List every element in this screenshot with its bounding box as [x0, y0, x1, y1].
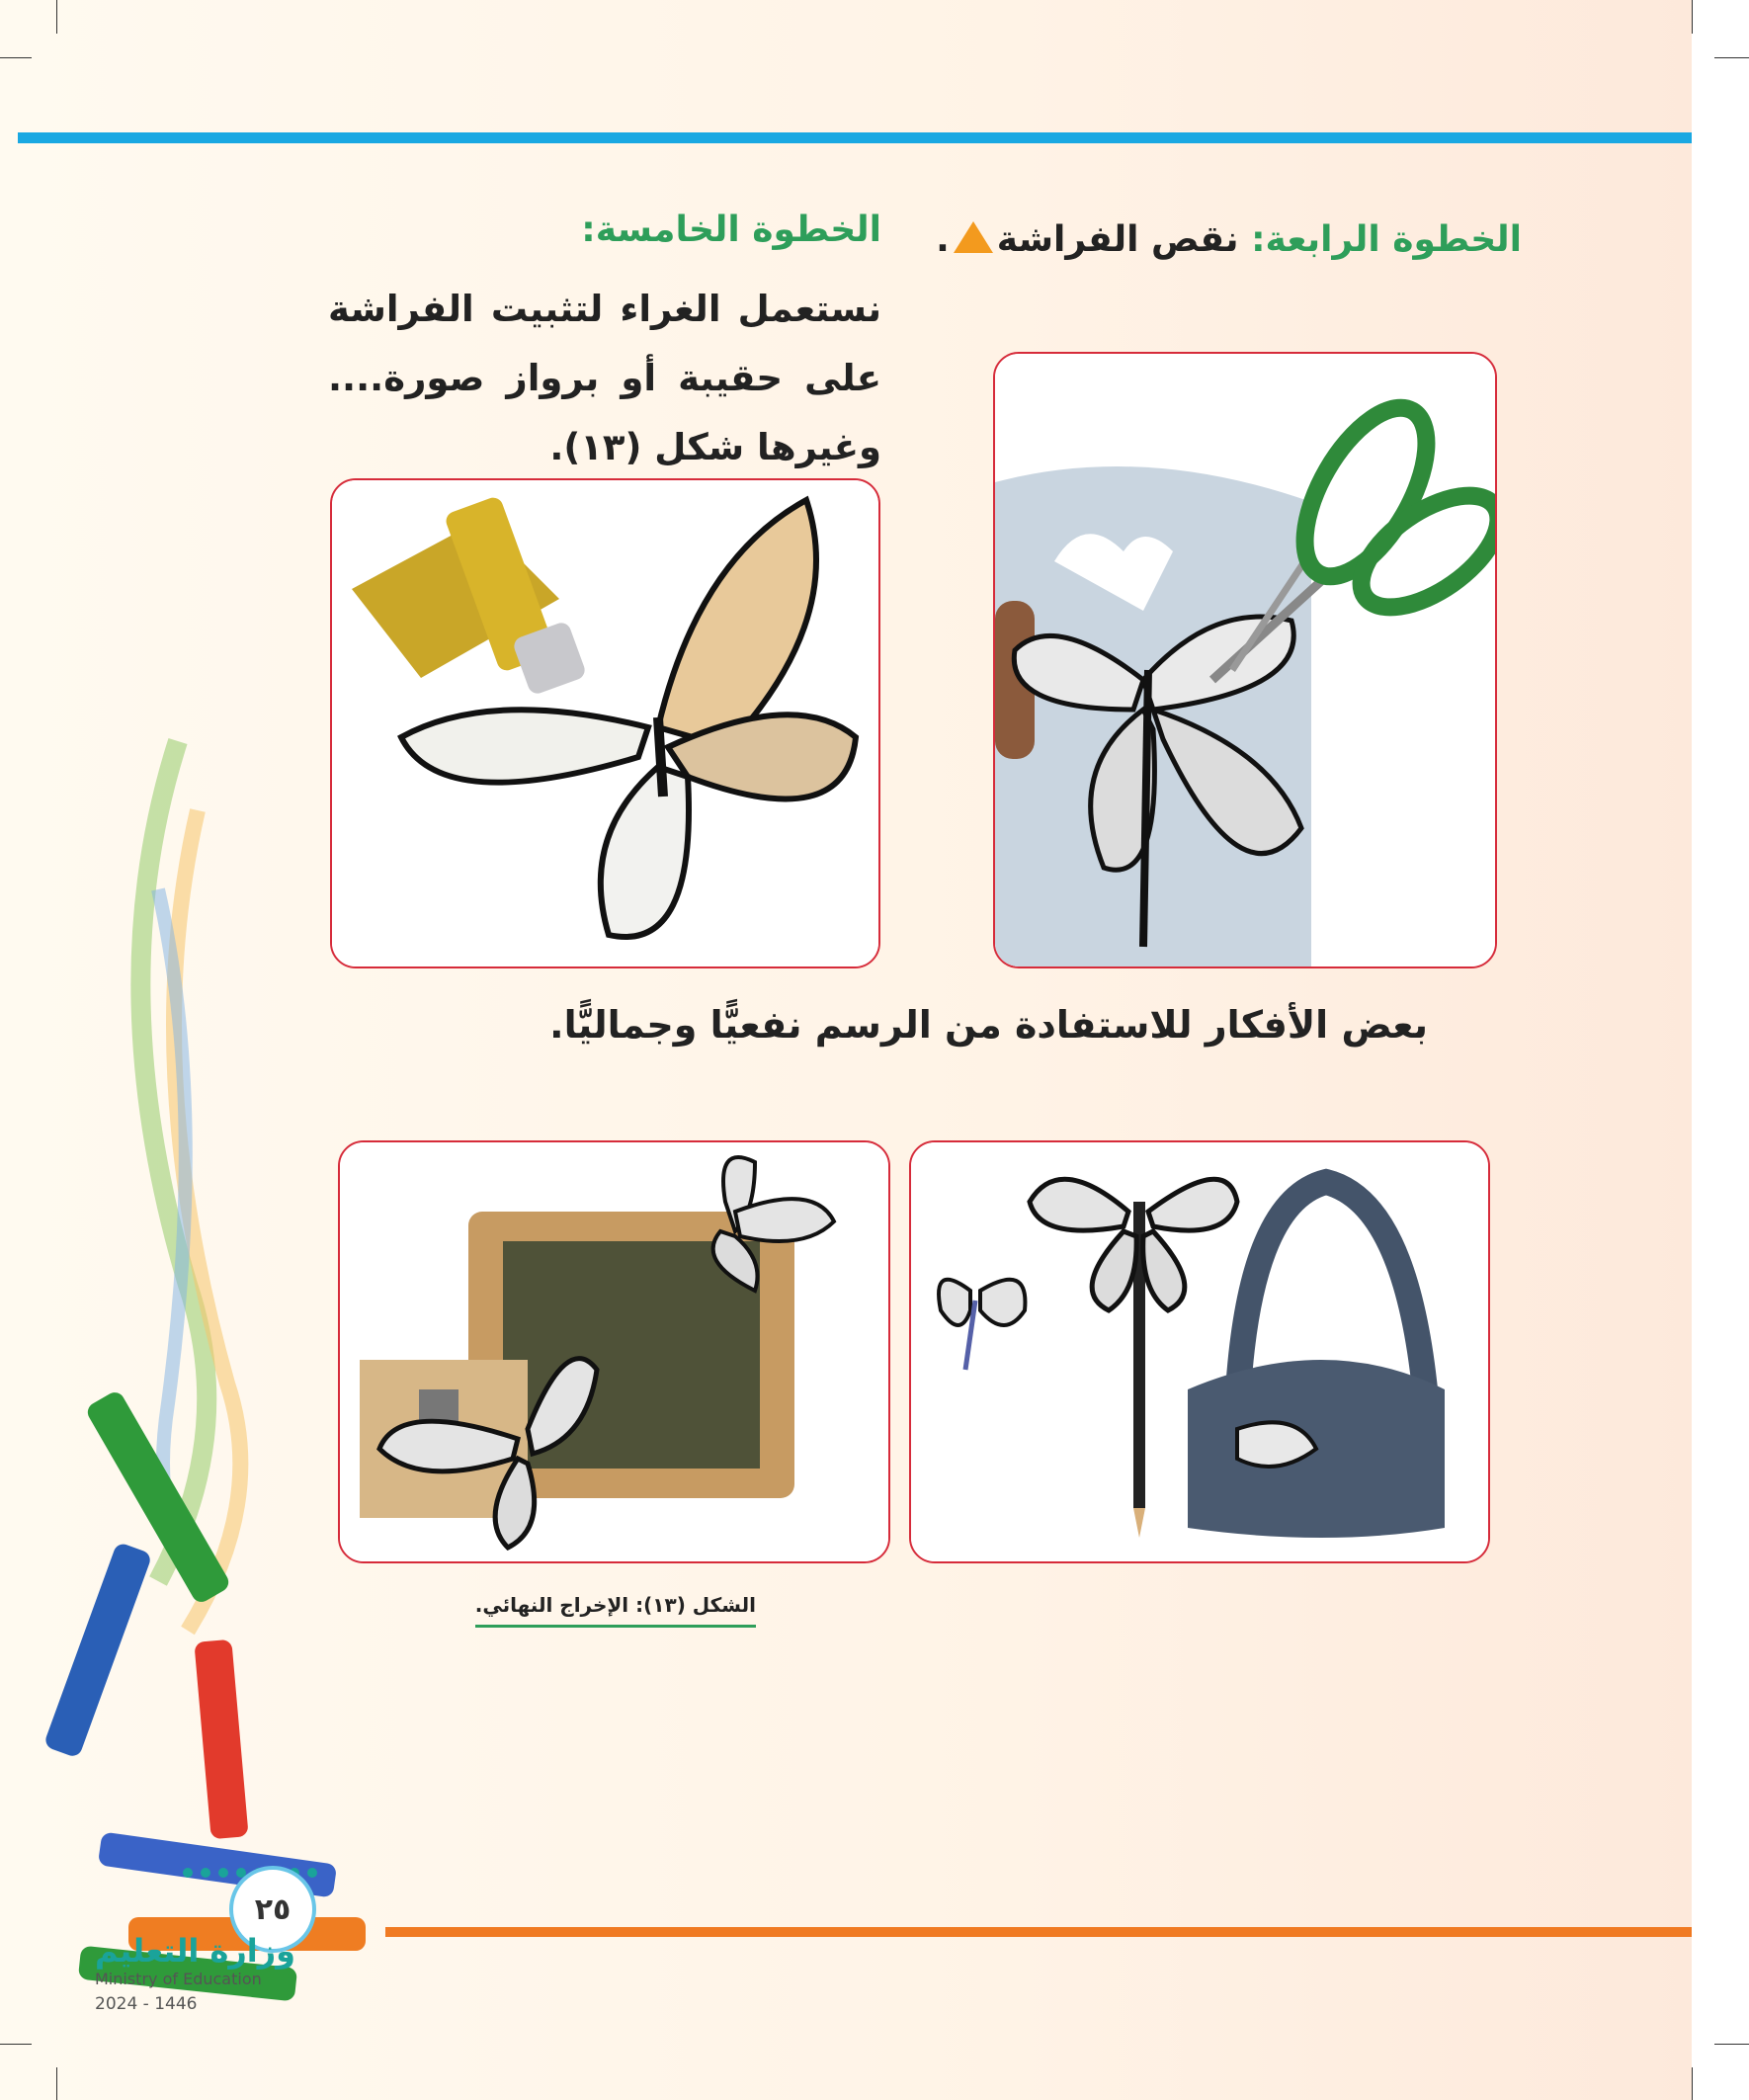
edition-year: 2024 - 1446 — [95, 1994, 198, 2014]
crop-mark — [0, 57, 32, 58]
crop-mark — [56, 0, 57, 34]
figure-caption: الشكل (١٣): الإخراج النهائي. — [475, 1593, 756, 1628]
bottom-rule — [385, 1927, 1692, 1937]
top-rule — [18, 132, 1692, 143]
photo-bag-pencil-clip — [909, 1140, 1490, 1563]
crop-mark — [56, 2067, 57, 2100]
crop-mark — [1714, 2044, 1749, 2045]
crop-mark — [1714, 57, 1749, 58]
ministry-logo-ar: وزارة التعليم — [95, 1932, 296, 1970]
page-number: ٢٥ — [229, 1866, 316, 1953]
crayons-decoration — [40, 692, 375, 2026]
crop-mark — [0, 2044, 32, 2045]
ministry-logo-en: Ministry of Education — [95, 1970, 262, 1988]
step4-end: . — [936, 219, 950, 260]
step5-heading: الخطوة الخامسة: — [581, 210, 881, 250]
step4-label: الخطوة الرابعة: — [1251, 219, 1522, 260]
step4-text: نقص الفراشة — [996, 219, 1239, 260]
bag-pencil-illustration — [911, 1142, 1488, 1561]
frame-box-illustration — [340, 1142, 888, 1561]
crayon-icon — [194, 1639, 248, 1840]
crayon-icon — [43, 1542, 153, 1759]
glue-butterfly-illustration — [332, 480, 878, 966]
crop-mark — [1692, 2067, 1693, 2100]
ideas-sentence: بعض الأفكار للاستفادة من الرسم نفعيًّا وجماليًّا. — [549, 1003, 1428, 1047]
warning-triangle-icon — [954, 221, 993, 253]
photo-frame-and-box — [338, 1140, 890, 1563]
crop-mark — [1692, 0, 1693, 34]
photo-glue-and-butterfly — [330, 478, 880, 968]
step5-body: نستعمل الغراء لتثبيت الفراشة على حقيبة أو برواز صورة.... وغيرها شكل (١٣). — [328, 288, 881, 468]
step4-heading — [936, 219, 1522, 260]
photo-cutting-butterfly — [993, 352, 1497, 968]
page-margin — [1692, 0, 1749, 2100]
scissors-cutting-illustration — [995, 354, 1495, 966]
